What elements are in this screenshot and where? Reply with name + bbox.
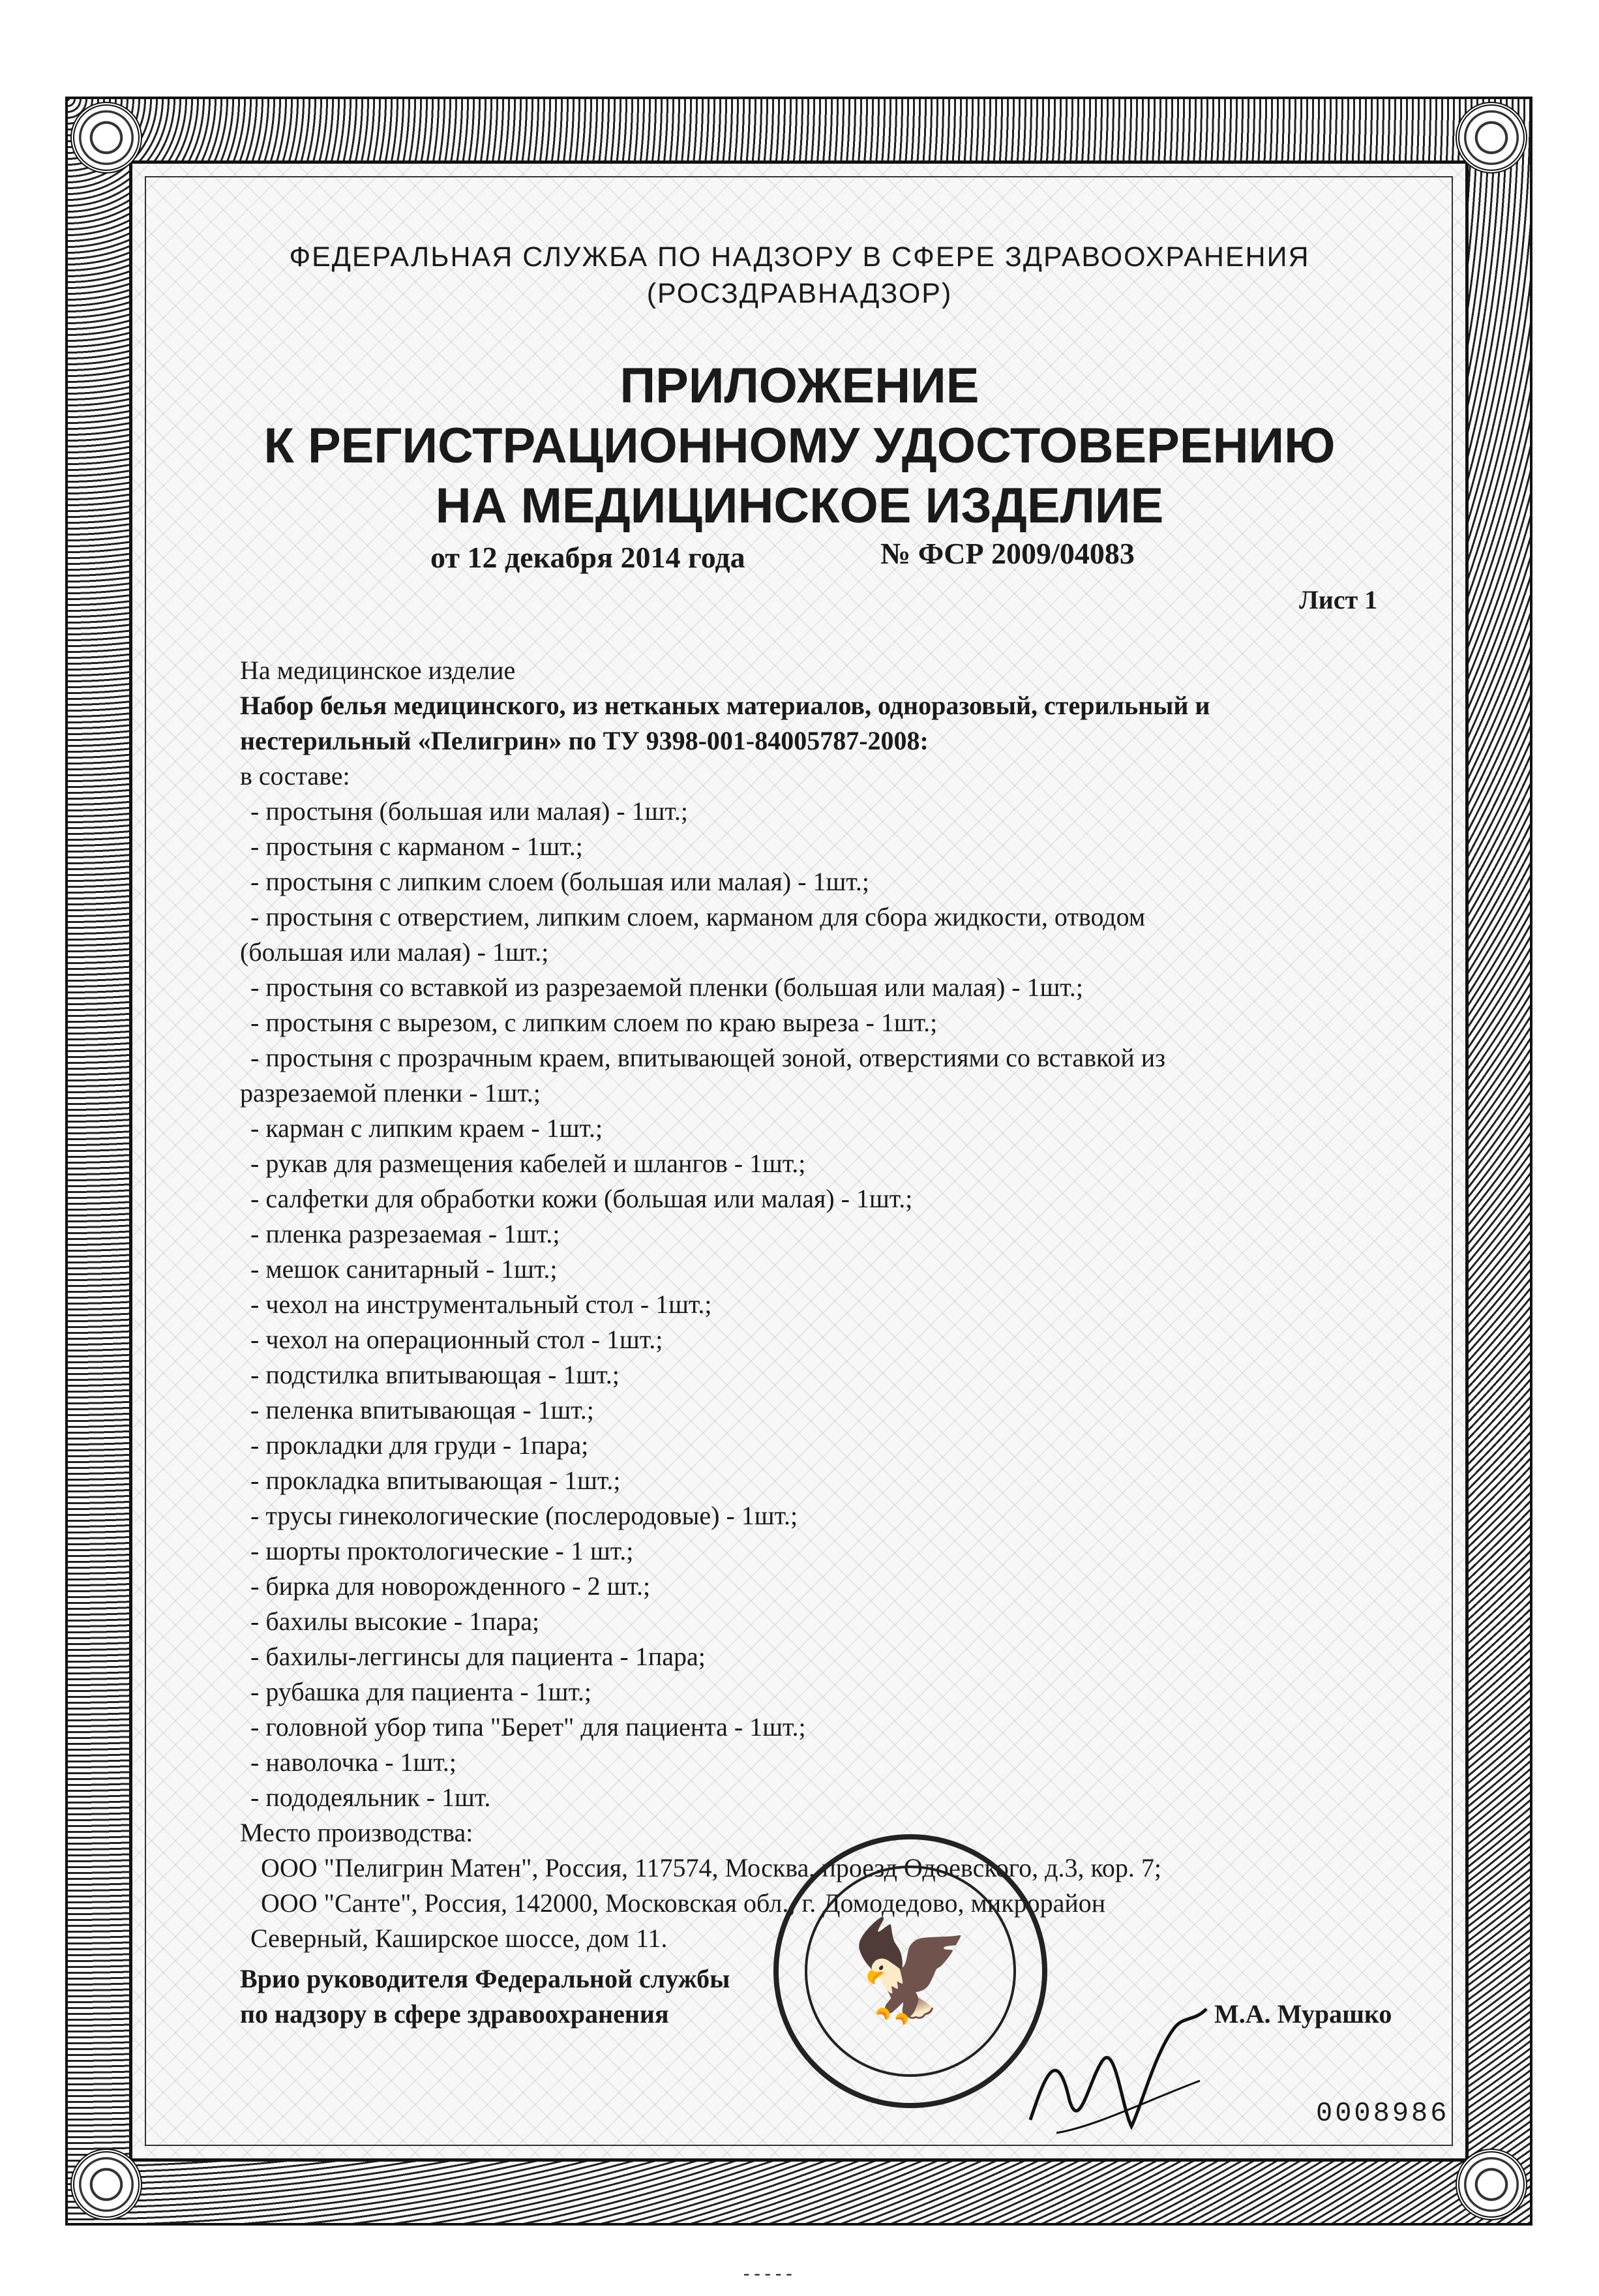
list-item: - простыня с прозрачным краем, впитывающей зоной, отверстиями со вставкой из — [250, 1043, 1166, 1072]
document-subtitle: К РЕГИСТРАЦИОННОМУ УДОСТОВЕРЕНИЮ — [263, 418, 1336, 474]
list-item: - бахилы-леггинсы для пациента - 1пара; — [250, 1642, 706, 1671]
product-name: Набор белья медицинского, из нетканых материалов, одноразовый, стерильный и — [240, 691, 1210, 720]
serial-number: 0008986 — [1316, 2098, 1450, 2129]
issue-date: от 12 декабря 2014 года — [430, 541, 745, 574]
list-item: - наволочка - 1шт.; — [250, 1747, 456, 1777]
registration-number: № ФСР 2009/04083 — [880, 537, 1135, 570]
document-title: ПРИЛОЖЕНИЕ — [620, 358, 979, 414]
list-item: - мешок санитарный - 1шт.; — [250, 1254, 558, 1284]
signatory-title: Врио руководителя Федеральной службы — [240, 1964, 730, 1993]
list-item: разрезаемой пленки - 1шт.; — [240, 1078, 541, 1108]
list-item: - шорты проктологические - 1 шт.; — [250, 1536, 634, 1565]
signature-underline — [1056, 2081, 1200, 2133]
list-item: - чехол на операционный стол - 1шт.; — [250, 1325, 663, 1354]
list-item: - пеленка впитывающая - 1шт.; — [250, 1395, 594, 1425]
list-item: - салфетки для обработки кожи (большая или малая) - 1шт.; — [250, 1184, 913, 1213]
list-item: - прокладка впитывающая - 1шт.; — [250, 1466, 621, 1495]
production-site-cont: Северный, Каширское шоссе, дом 11. — [250, 1924, 668, 1953]
list-item: - трусы гинекологические (послеродовые) - 1шт.; — [250, 1501, 798, 1530]
list-item: - рукав для размещения кабелей и шлангов - 1шт.; — [250, 1149, 806, 1178]
list-item: - простыня со вставкой из разрезаемой пленки (большая или малая) - 1шт.; — [250, 973, 1083, 1002]
list-item: - головной убор типа "Берет" для пациента - 1шт.; — [250, 1712, 806, 1742]
signature-stroke — [1030, 2009, 1206, 2126]
list-item: - простыня с вырезом, с липким слоем по краю выреза - 1шт.; — [250, 1008, 938, 1037]
sheet-number: Лист 1 — [1299, 585, 1378, 614]
agency-name: ФЕДЕРАЛЬНАЯ СЛУЖБА ПО НАДЗОРУ В СФЕРЕ ЗДРАВООХРАНЕНИЯ — [289, 241, 1310, 273]
production-site: ООО "Пелигрин Матен", Россия, 117574, Москва, проезд Одоевского, д.3, кор. 7; — [261, 1853, 1162, 1882]
list-item: - бахилы высокие - 1пара; — [250, 1607, 540, 1636]
list-item: - карман с липким краем - 1шт.; — [250, 1113, 603, 1143]
list-item: - подстилка впитывающая - 1шт.; — [250, 1360, 620, 1389]
list-item: (большая или малая) - 1шт.; — [240, 937, 549, 967]
official-seal — [773, 1834, 1047, 2108]
list-item: - простыня с липким слоем (большая или малая) - 1шт.; — [250, 867, 869, 896]
footer-mark: - - - - - — [743, 2263, 792, 2284]
signatory-title-cont: по надзору в сфере здравоохранения — [240, 1999, 669, 2029]
product-name-cont: нестерильный «Пелигрин» по ТУ 9398-001-84005787-2008: — [240, 726, 929, 755]
intro-text: На медицинское изделие — [240, 656, 516, 685]
list-item: - простыня с отверстием, липким слоем, карманом для сбора жидкости, отводом — [250, 902, 1146, 931]
signature — [1017, 2002, 1213, 2152]
production-label: Место производства: — [240, 1818, 473, 1847]
signatory-name: М.А. Мурашко — [1214, 1999, 1392, 2029]
list-item: - простыня с карманом - 1шт.; — [250, 832, 583, 861]
list-item: - бирка для новорожденного - 2 шт.; — [250, 1571, 651, 1601]
eagle-emblem-icon: 🦅 — [849, 1918, 972, 2026]
list-item: - пододеяльник - 1шт. — [250, 1783, 491, 1812]
production-site: ООО "Санте", Россия, 142000, Московская обл., г. Домодедово, микрорайон — [261, 1888, 1106, 1918]
list-item: - простыня (большая или малая) - 1шт.; — [250, 796, 688, 826]
document-subtitle-2: НА МЕДИЦИНСКОЕ ИЗДЕЛИЕ — [435, 478, 1164, 534]
list-item: - пленка разрезаемая - 1шт.; — [250, 1219, 560, 1248]
composition-label: в составе: — [240, 761, 350, 791]
list-item: - прокладки для груди - 1пара; — [250, 1430, 589, 1460]
agency-abbreviation: (РОСЗДРАВНАДЗОР) — [646, 278, 953, 309]
list-item: - рубашка для пациента - 1шт.; — [250, 1677, 592, 1706]
list-item: - чехол на инструментальный стол - 1шт.; — [250, 1290, 712, 1319]
